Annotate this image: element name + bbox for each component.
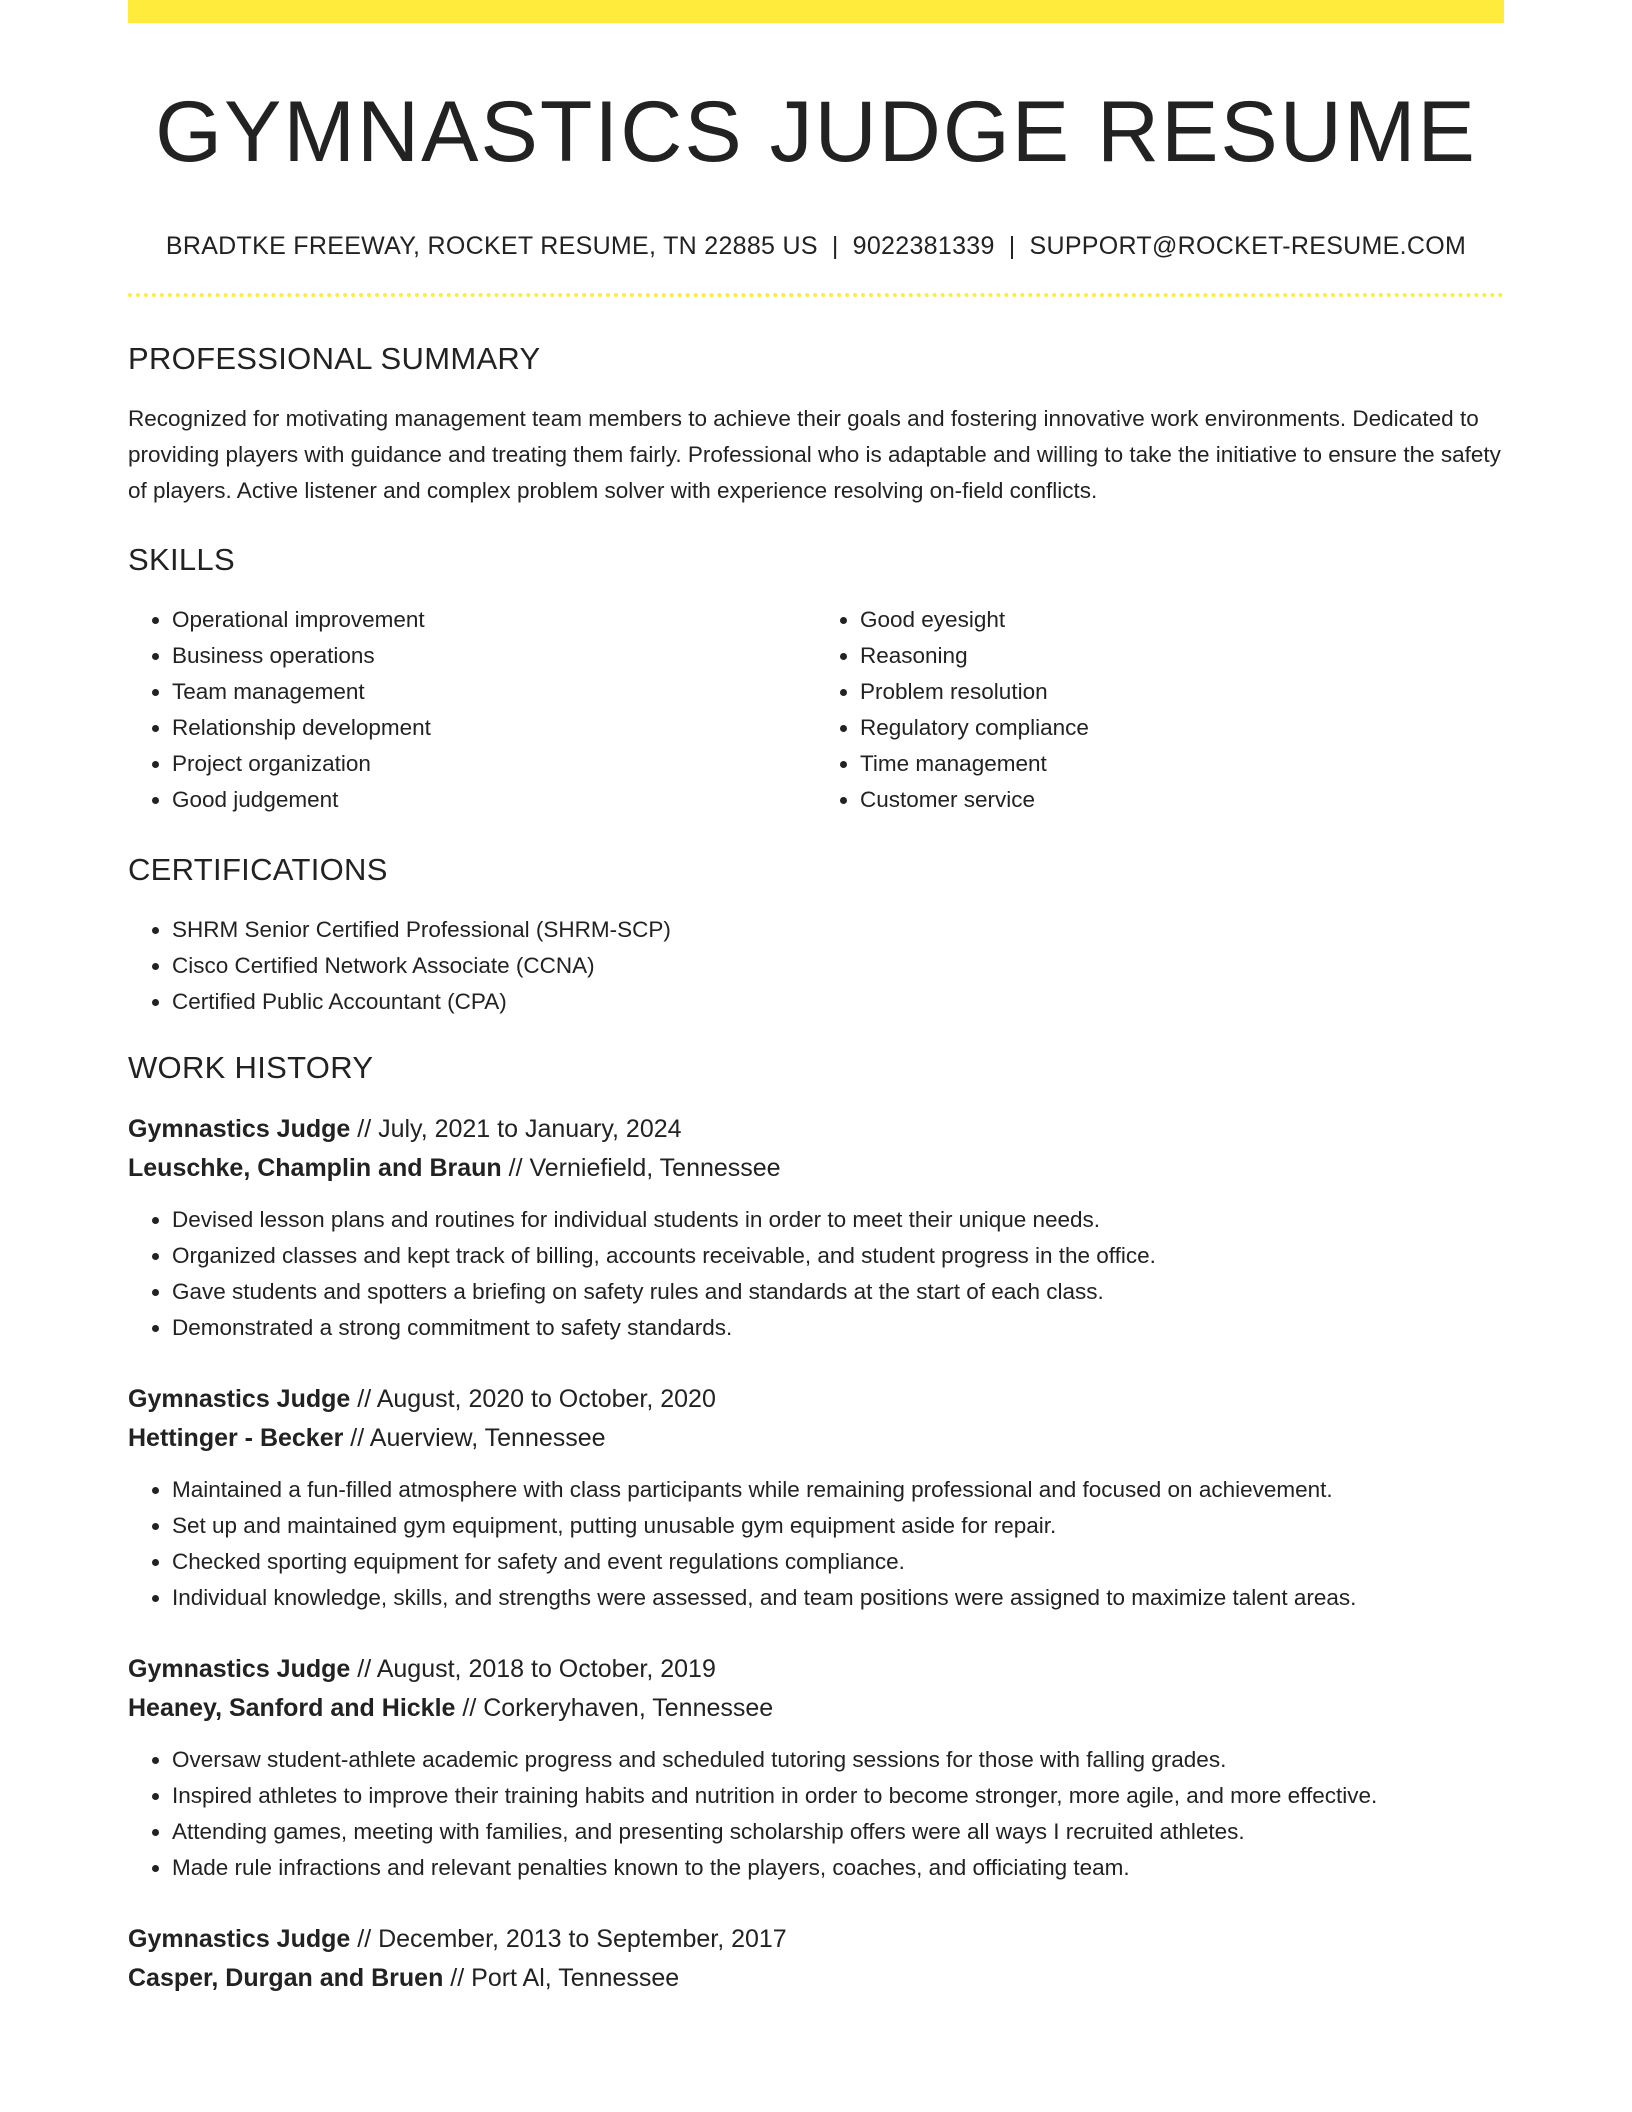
job-bullets	[128, 1742, 1504, 1886]
job-company-line	[128, 1959, 1504, 1998]
skill-item: • Project organization	[172, 746, 816, 782]
contact-phone: 9022381339	[852, 231, 995, 260]
skill-item: • Good judgement	[172, 782, 816, 818]
certification-item: • SHRM Senior Certified Professional (SHRM-SCP)	[172, 912, 1504, 948]
job-entry	[128, 1380, 1504, 1616]
job-role: Gymnastics Judge	[128, 1924, 351, 1953]
contact-email: SUPPORT@ROCKET-RESUME.COM	[1029, 231, 1467, 260]
job-entry	[128, 1650, 1504, 1886]
job-location: // Auerview, Tennessee	[343, 1423, 606, 1452]
skills-columns	[128, 602, 1504, 818]
job-bullet: • Organized classes and kept track of billing, accounts receivable, and student progress in the office.	[172, 1238, 1504, 1274]
page-title: GYMNASTICS JUDGE RESUME	[155, 84, 1477, 180]
job-entry	[128, 1110, 1504, 1346]
skill-item: • Operational improvement	[172, 602, 816, 638]
job-role: Gymnastics Judge	[128, 1654, 351, 1683]
certifications-list	[128, 912, 1504, 1020]
job-bullet: • Attending games, meeting with families, and presenting scholarship offers were all ways I recruited athletes.	[172, 1814, 1504, 1850]
job-bullet: • Gave students and spotters a briefing on safety rules and standards at the start of each class.	[172, 1274, 1504, 1310]
skill-item: • Problem resolution	[860, 674, 1504, 710]
skill-item: • Good eyesight	[860, 602, 1504, 638]
skills-heading: SKILLS	[128, 541, 235, 577]
skills-list-left	[128, 602, 816, 818]
skill-item: • Regulatory compliance	[860, 710, 1504, 746]
job-bullets	[128, 1472, 1504, 1616]
job-bullet: • Individual knowledge, skills, and strengths were assessed, and team positions were assigned to maximize talent areas.	[172, 1580, 1504, 1616]
job-company: Heaney, Sanford and Hickle	[128, 1693, 456, 1722]
job-role-line	[128, 1110, 1504, 1149]
skill-item: • Time management	[860, 746, 1504, 782]
skill-item: • Relationship development	[172, 710, 816, 746]
job-role-line	[128, 1650, 1504, 1689]
job-bullet: • Checked sporting equipment for safety and event regulations compliance.	[172, 1544, 1504, 1580]
job-bullet: • Maintained a fun-filled atmosphere with class participants while remaining professional and focused on achievement.	[172, 1472, 1504, 1508]
certification-item: • Certified Public Accountant (CPA)	[172, 984, 1504, 1020]
skill-item: • Customer service	[860, 782, 1504, 818]
certification-item: • Cisco Certified Network Associate (CCNA)	[172, 948, 1504, 984]
skills-list-right	[816, 602, 1504, 818]
summary-heading: PROFESSIONAL SUMMARY	[128, 340, 541, 376]
skill-item: • Business operations	[172, 638, 816, 674]
job-dates: // December, 2013 to September, 2017	[350, 1924, 787, 1953]
job-company: Leuschke, Champlin and Braun	[128, 1153, 502, 1182]
summary-text: Recognized for motivating management team members to achieve their goals and fostering innovative work environments. Dedicated to providing players with guidance and treating them fairly. Professional who is adaptable and willing to take the initiative to ensure the safety of players. Active listener and complex problem solver with experience resolving on-field conflicts.	[128, 405, 1501, 503]
job-role-line	[128, 1380, 1504, 1419]
job-bullets	[128, 1202, 1504, 1346]
job-company-line	[128, 1689, 1504, 1728]
job-role-line	[128, 1920, 1504, 1959]
job-location: // Verniefield, Tennessee	[501, 1153, 781, 1182]
job-role: Gymnastics Judge	[128, 1384, 351, 1413]
job-company: Casper, Durgan and Bruen	[128, 1963, 444, 1992]
job-dates: // August, 2020 to October, 2020	[350, 1384, 716, 1413]
job-bullet: • Oversaw student-athlete academic progress and scheduled tutoring sessions for those with falling grades.	[172, 1742, 1504, 1778]
job-location: // Corkeryhaven, Tennessee	[455, 1693, 774, 1722]
job-dates: // August, 2018 to October, 2019	[350, 1654, 716, 1683]
skill-item: • Reasoning	[860, 638, 1504, 674]
certifications-heading: CERTIFICATIONS	[128, 851, 388, 887]
contact-address: BRADTKE FREEWAY, ROCKET RESUME, TN 22885 US	[165, 231, 818, 260]
job-location: // Port Al, Tennessee	[443, 1963, 680, 1992]
contact-separator: |	[831, 231, 839, 260]
job-role: Gymnastics Judge	[128, 1114, 351, 1143]
contact-separator: |	[1008, 231, 1016, 260]
job-bullet: • Devised lesson plans and routines for individual students in order to meet their unique needs.	[172, 1202, 1504, 1238]
job-bullet: • Set up and maintained gym equipment, putting unusable gym equipment aside for repair.	[172, 1508, 1504, 1544]
job-bullet: • Made rule infractions and relevant penalties known to the players, coaches, and officiating team.	[172, 1850, 1504, 1886]
contact-line	[128, 232, 1504, 261]
job-bullet: • Inspired athletes to improve their training habits and nutrition in order to become stronger, more agile, and more effective.	[172, 1778, 1504, 1814]
top-accent-bar	[128, 0, 1504, 23]
job-bullet: • Demonstrated a strong commitment to safety standards.	[172, 1310, 1504, 1346]
skill-item: • Team management	[172, 674, 816, 710]
resume-page	[128, 0, 1504, 1998]
job-dates: // July, 2021 to January, 2024	[350, 1114, 682, 1143]
job-company-line	[128, 1419, 1504, 1458]
dotted-divider	[128, 293, 1504, 297]
work-history-heading: WORK HISTORY	[128, 1049, 374, 1085]
job-entry	[128, 1920, 1504, 1998]
job-company: Hettinger - Becker	[128, 1423, 344, 1452]
job-company-line	[128, 1149, 1504, 1188]
